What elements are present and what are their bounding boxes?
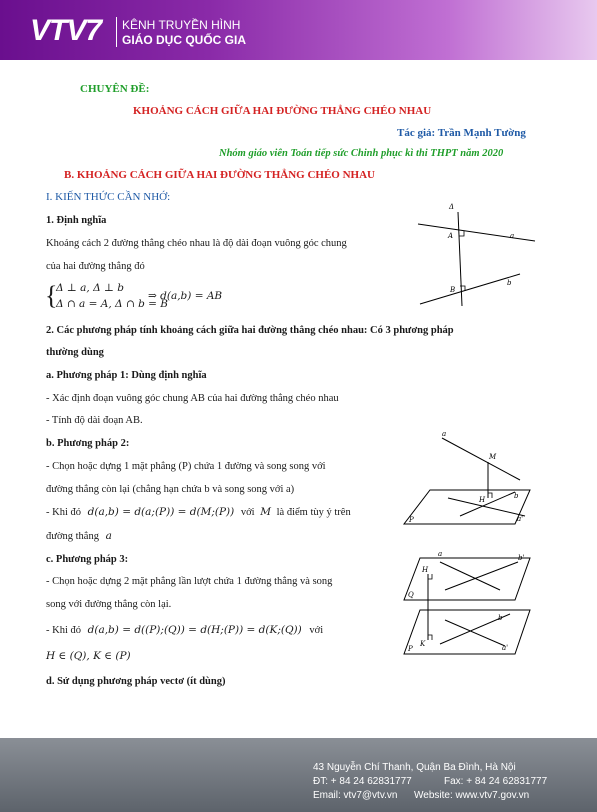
line-a: [418, 224, 535, 241]
topic-label: CHUYÊN ĐỀ:: [80, 83, 150, 95]
method-3-line-3: [46, 624, 323, 636]
method-3-line-2: song với đường thẳng còn lại.: [46, 599, 172, 610]
footer-address: 43 Nguyễn Chí Thanh, Quận Ba Đình, Hà Nội: [313, 762, 516, 773]
label-B: B: [450, 286, 456, 294]
method-2-heading: b. Phương pháp 2:: [46, 438, 130, 449]
method-2-var-a: a: [105, 530, 112, 542]
method-2-line-2: đường thẳng còn lại (chẳng hạn chứa b và song song với a): [46, 484, 295, 495]
method-3-suffix: với: [309, 625, 324, 636]
label-A: A: [448, 232, 454, 240]
definition-formula-1: Δ ⊥ a, Δ ⊥ b: [56, 282, 124, 294]
label-K: K: [420, 640, 426, 648]
label-Q: Q: [408, 591, 414, 599]
figure-1-diagram: [410, 198, 540, 310]
logo-divider: [116, 17, 117, 47]
method-1-line-2: - Tính độ dài đoạn AB.: [46, 415, 143, 426]
line-a: [442, 438, 520, 480]
section-b-heading: B. KHOẢNG CÁCH GIỮA HAI ĐƯỜNG THẲNG CHÉO NHAU: [64, 169, 375, 181]
right-angle-h: [428, 574, 432, 579]
method-2-var-m: M: [260, 506, 271, 518]
method-3-line-4: H ∈ (Q), K ∈ (P): [46, 650, 131, 662]
label-delta: Δ: [449, 203, 455, 211]
method-2-line-4: [46, 530, 112, 542]
method-1-heading: a. Phương pháp 1: Dùng định nghĩa: [46, 370, 207, 381]
label-b-prime: b': [518, 554, 525, 562]
group-line: Nhóm giáo viên Toán tiếp sức Chinh phục kì thi THPT năm 2020: [219, 148, 504, 159]
brand-line-1: KÊNH TRUYỀN HÌNH: [122, 18, 241, 32]
label-P: P: [409, 516, 414, 524]
line-a-prime: [445, 620, 505, 646]
figure-2-diagram: [400, 428, 535, 530]
figure-3-diagram: [400, 548, 535, 660]
line-b-prime: [445, 562, 518, 590]
definition-line-2: của hai đường thẳng đó: [46, 261, 145, 272]
right-angle-k: [428, 635, 432, 640]
method-3-prefix: - Khi đó: [46, 625, 81, 636]
line-b: [448, 498, 525, 516]
method-4-heading: d. Sử dụng phương pháp vectơ (ít dùng): [46, 676, 226, 687]
vtv7-logo: VTV7: [30, 14, 102, 47]
right-angle-a: [459, 231, 464, 236]
footer-phone: ĐT: + 84 24 62831777: [313, 776, 412, 787]
footer-website[interactable]: Website: www.vtv7.gov.vn: [414, 790, 530, 801]
definition-line-1: Khoảng cách 2 đường thẳng chéo nhau là độ dài đoạn vuông góc chung: [46, 238, 347, 249]
method-2-line-1: - Chọn hoặc dựng 1 mặt phẳng (P) chứa 1 đường và song song với: [46, 461, 326, 472]
system-brace: {: [45, 281, 58, 310]
section-i-heading: I. KIẾN THỨC CẦN NHỚ:: [46, 191, 171, 203]
header-banner: [0, 0, 597, 60]
brand-line-2: GIÁO DỤC QUỐC GIA: [122, 33, 247, 47]
method-2-tail: là điểm tùy ý trên: [276, 507, 351, 518]
label-a: a: [510, 232, 515, 240]
method-1-line-1: - Xác định đoạn vuông góc chung AB của hai đường thẳng chéo nhau: [46, 393, 339, 404]
plane-P: [404, 490, 530, 524]
definition-heading: 1. Định nghĩa: [46, 215, 107, 226]
label-b: b: [498, 614, 503, 622]
label-b: b: [507, 279, 512, 287]
method-3-formula: d(a,b) = d((P);(Q)) = d(H;(P)) = d(K;(Q)): [87, 624, 302, 636]
label-b: b: [514, 492, 519, 500]
method-2-line-3: [46, 506, 351, 518]
footer-email[interactable]: Email: vtv7@vtv.vn: [313, 790, 398, 801]
label-a: a: [438, 550, 443, 558]
line-b: [420, 274, 520, 304]
right-angle-h: [488, 493, 492, 498]
label-H: H: [479, 496, 486, 504]
method-2-suffix: với: [240, 507, 255, 518]
line-a: [440, 562, 500, 590]
methods-heading-2: thường dùng: [46, 347, 104, 358]
topic-title: KHOẢNG CÁCH GIỮA HAI ĐƯỜNG THẲNG CHÉO NHAU: [133, 105, 432, 117]
label-H: H: [422, 566, 429, 574]
method-3-heading: c. Phương pháp 3:: [46, 554, 129, 565]
method-2-line-4-text: đường thẳng: [46, 531, 99, 542]
definition-formula-result: ⇒ d(a,b) = AB: [148, 290, 223, 302]
label-P: P: [408, 645, 413, 653]
footer: [0, 738, 597, 812]
method-2-prefix: - Khi đó: [46, 507, 81, 518]
label-a-prime: a': [517, 515, 524, 523]
label-a-prime: a': [502, 644, 509, 652]
author-line: Tác giả: Trần Mạnh Tường: [397, 127, 526, 139]
methods-heading-1: 2. Các phương pháp tính khoảng cách giữa hai đường thẳng chéo nhau: Có 3 phương pháp: [46, 325, 454, 336]
footer-fax: Fax: + 84 24 62831777: [444, 776, 548, 787]
method-3-line-1: - Chọn hoặc dựng 2 mặt phẳng lần lượt chứa 1 đường thẳng và song: [46, 576, 333, 587]
label-a: a: [442, 430, 447, 438]
definition-formula-2: Δ ∩ a = A, Δ ∩ b = B: [56, 298, 169, 310]
label-M: M: [489, 453, 497, 461]
method-2-formula: d(a,b) = d(a;(P)) = d(M;(P)): [87, 506, 235, 518]
